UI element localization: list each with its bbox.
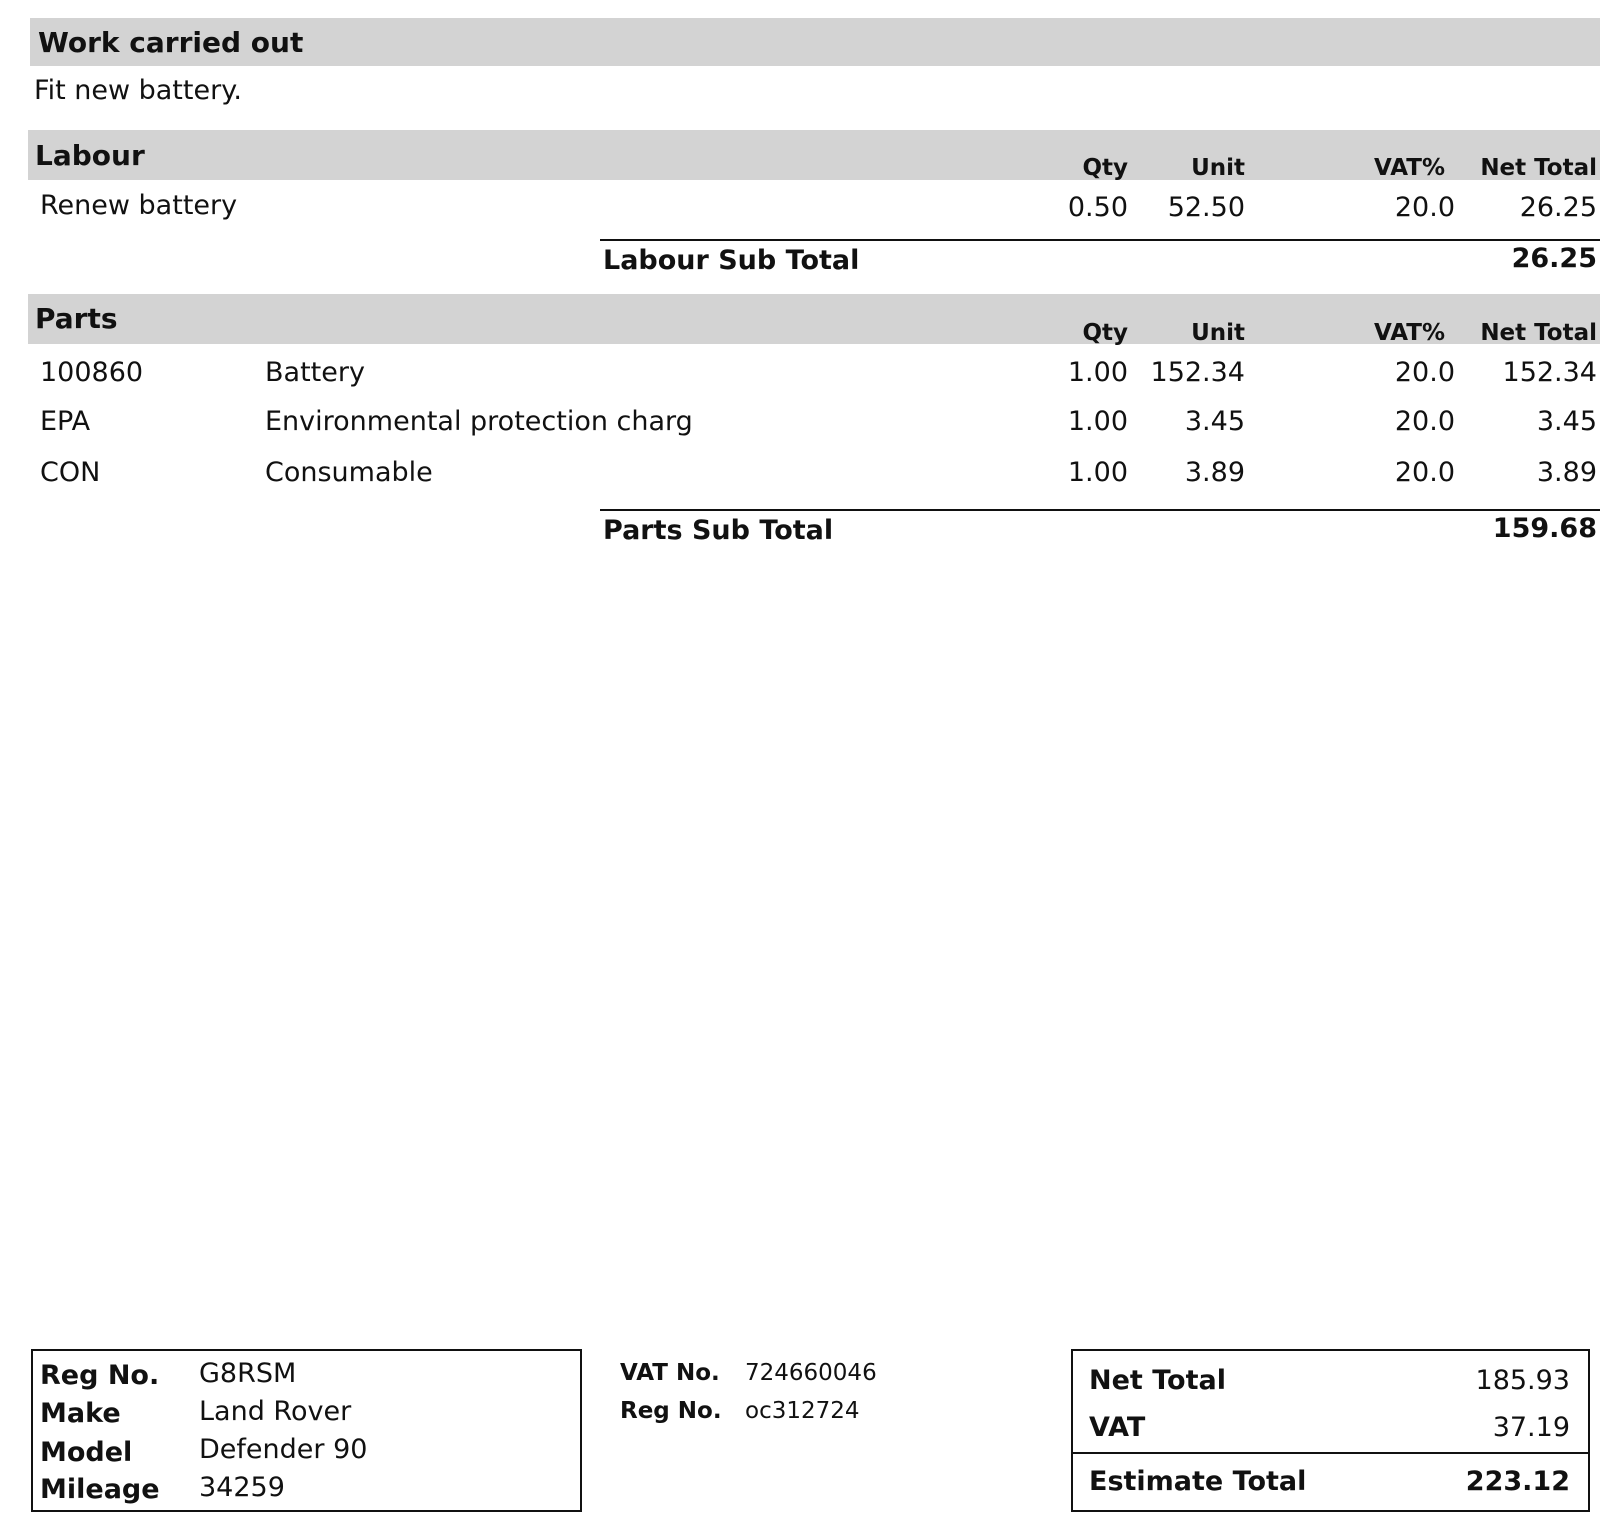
parts-row-unit: 152.34: [1150, 357, 1245, 388]
parts-title: Parts: [35, 302, 118, 335]
labour-row-vat: 20.0: [1394, 192, 1455, 223]
labour-subtotal-rule: [600, 239, 1600, 241]
parts-row-net: 3.89: [1536, 457, 1597, 488]
labour-col-net: Net Total: [1480, 155, 1597, 181]
parts-row-unit: 3.45: [1184, 406, 1245, 437]
labour-col-unit: Unit: [1191, 155, 1245, 181]
company-vat-label: VAT No.: [620, 1360, 720, 1386]
labour-subtotal-value: 26.25: [1511, 243, 1597, 274]
parts-row-code: 100860: [40, 357, 144, 388]
labour-title: Labour: [35, 139, 145, 172]
vehicle-mileage-value: 34259: [199, 1472, 285, 1503]
parts-subtotal-label: Parts Sub Total: [603, 515, 834, 546]
company-reg-label: Reg No.: [620, 1398, 722, 1424]
company-reg-value: oc312724: [745, 1398, 860, 1424]
parts-row-description: Consumable: [265, 457, 433, 488]
totals-estimate-value: 223.12: [1465, 1466, 1570, 1497]
vehicle-reg-label: Reg No.: [40, 1360, 160, 1391]
parts-row-net: 152.34: [1502, 357, 1597, 388]
totals-net-label: Net Total: [1089, 1365, 1226, 1396]
labour-row-net: 26.25: [1519, 192, 1597, 223]
parts-col-net: Net Total: [1480, 320, 1597, 346]
parts-row-net: 3.45: [1536, 406, 1597, 437]
parts-row-description: Environmental protection charg: [265, 406, 693, 437]
totals-estimate-label: Estimate Total: [1089, 1466, 1307, 1497]
parts-row-vat: 20.0: [1394, 406, 1455, 437]
labour-row-unit: 52.50: [1167, 192, 1245, 223]
parts-col-unit: Unit: [1191, 320, 1245, 346]
totals-divider: [1072, 1452, 1589, 1454]
parts-row-code: CON: [40, 457, 101, 488]
parts-row-qty: 1.00: [1067, 357, 1128, 388]
parts-row-code: EPA: [40, 406, 91, 437]
parts-subtotal-rule: [600, 509, 1600, 511]
labour-subtotal-label: Labour Sub Total: [603, 245, 860, 276]
parts-row-qty: 1.00: [1067, 457, 1128, 488]
parts-col-qty: Qty: [1082, 320, 1128, 346]
parts-row-vat: 20.0: [1394, 457, 1455, 488]
work-title: Work carried out: [38, 26, 304, 59]
labour-row-description: Renew battery: [40, 190, 238, 221]
vehicle-model-label: Model: [40, 1437, 133, 1468]
labour-col-vat: VAT%: [1374, 155, 1445, 181]
vehicle-make-label: Make: [40, 1398, 121, 1429]
vehicle-reg-value: G8RSM: [199, 1358, 297, 1389]
totals-vat-label: VAT: [1089, 1412, 1146, 1443]
totals-net-value: 185.93: [1475, 1365, 1570, 1396]
labour-row-qty: 0.50: [1067, 192, 1128, 223]
parts-row-qty: 1.00: [1067, 406, 1128, 437]
work-description: Fit new battery.: [34, 75, 242, 106]
labour-col-qty: Qty: [1082, 155, 1128, 181]
parts-col-vat: VAT%: [1374, 320, 1445, 346]
company-vat-value: 724660046: [745, 1360, 877, 1386]
parts-row-description: Battery: [265, 357, 365, 388]
parts-subtotal-value: 159.68: [1492, 513, 1597, 544]
totals-vat-value: 37.19: [1492, 1412, 1570, 1443]
vehicle-model-value: Defender 90: [199, 1434, 368, 1465]
parts-row-vat: 20.0: [1394, 357, 1455, 388]
vehicle-mileage-label: Mileage: [40, 1474, 160, 1505]
parts-row-unit: 3.89: [1184, 457, 1245, 488]
vehicle-make-value: Land Rover: [199, 1396, 352, 1427]
